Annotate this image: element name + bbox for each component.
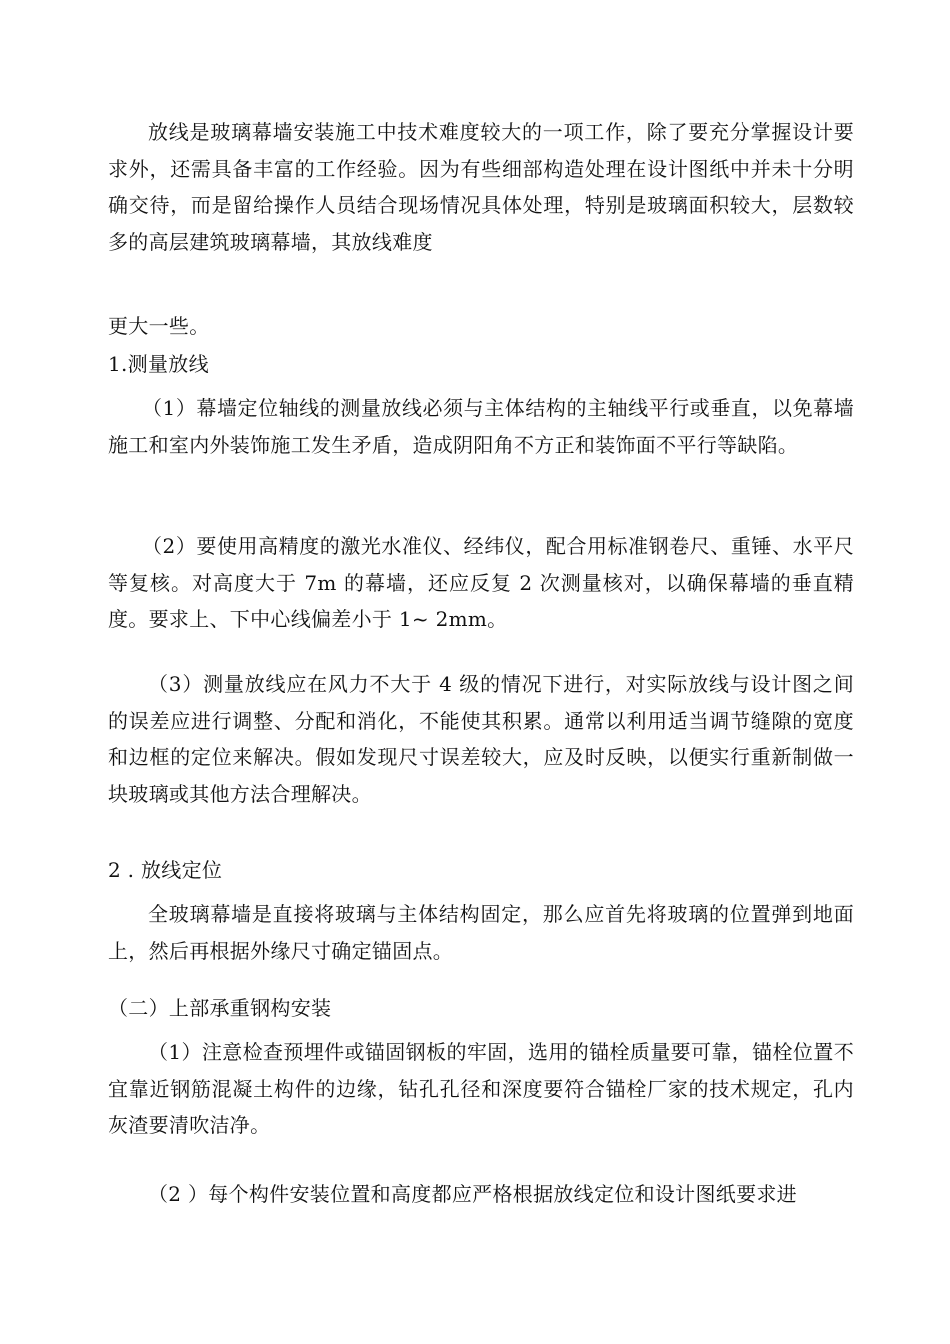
section-2-heading: 2 . 放线定位 <box>108 858 223 882</box>
part-2-item-2: （2 ）每个构件安装位置和高度都应严格根据放线定位和设计图纸要求进 <box>148 1182 797 1206</box>
part-2-heading: （二）上部承重钢构安装 <box>108 996 332 1020</box>
section-1-heading: 1.测量放线 <box>108 352 209 376</box>
part-2-item-1: （1）注意检查预埋件或锚固钢板的牢固，选用的锚栓质量要可靠，锚栓位置不宜靠近钢筋混凝土构件的边缘，钻孔孔径和深度要符合锚栓厂家的技术规定，孔内灰渣要清吹洁净。 <box>108 1040 854 1137</box>
intro-paragraph: 放线是玻璃幕墙安装施工中技术难度较大的一项工作，除了要充分掌握设计要求外，还需具备丰富的工作经验。因为有些细部构造处理在设计图纸中并未十分明确交待，而是留给操作人员结合现场情况具体处理，特别是玻璃面积较大，层数较多的高层建筑玻璃幕墙，其放线难度 <box>108 120 854 254</box>
section-1-item-3: （3）测量放线应在风力不大于 4 级的情况下进行，对实际放线与设计图之间的误差应进行调整、分配和消化，不能使其积累。通常以利用适当调节缝隙的宽度和边框的定位来解决。假如发现尺寸误差较大，应及时反映，以便实行重新制做一块玻璃或其他方法合理解决。 <box>108 672 854 806</box>
section-2-paragraph: 全玻璃幕墙是直接将玻璃与主体结构固定，那么应首先将玻璃的位置弹到地面上，然后再根据外缘尺寸确定锚固点。 <box>108 902 854 963</box>
intro-continuation: 更大一些。 <box>108 314 210 338</box>
section-1-item-2: （2）要使用高精度的激光水准仪、经纬仪，配合用标准钢卷尺、重锤、水平尺等复核。对高度大于 7m 的幕墙，还应反复 2 次测量核对，以确保幕墙的垂直精度。要求上、下中心线偏差小于 1~ 2mm。 <box>108 534 854 631</box>
section-1-item-1: （1）幕墙定位轴线的测量放线必须与主体结构的主轴线平行或垂直，以免幕墙施工和室内外装饰施工发生矛盾，造成阴阳角不方正和装饰面不平行等缺陷。 <box>108 396 854 457</box>
